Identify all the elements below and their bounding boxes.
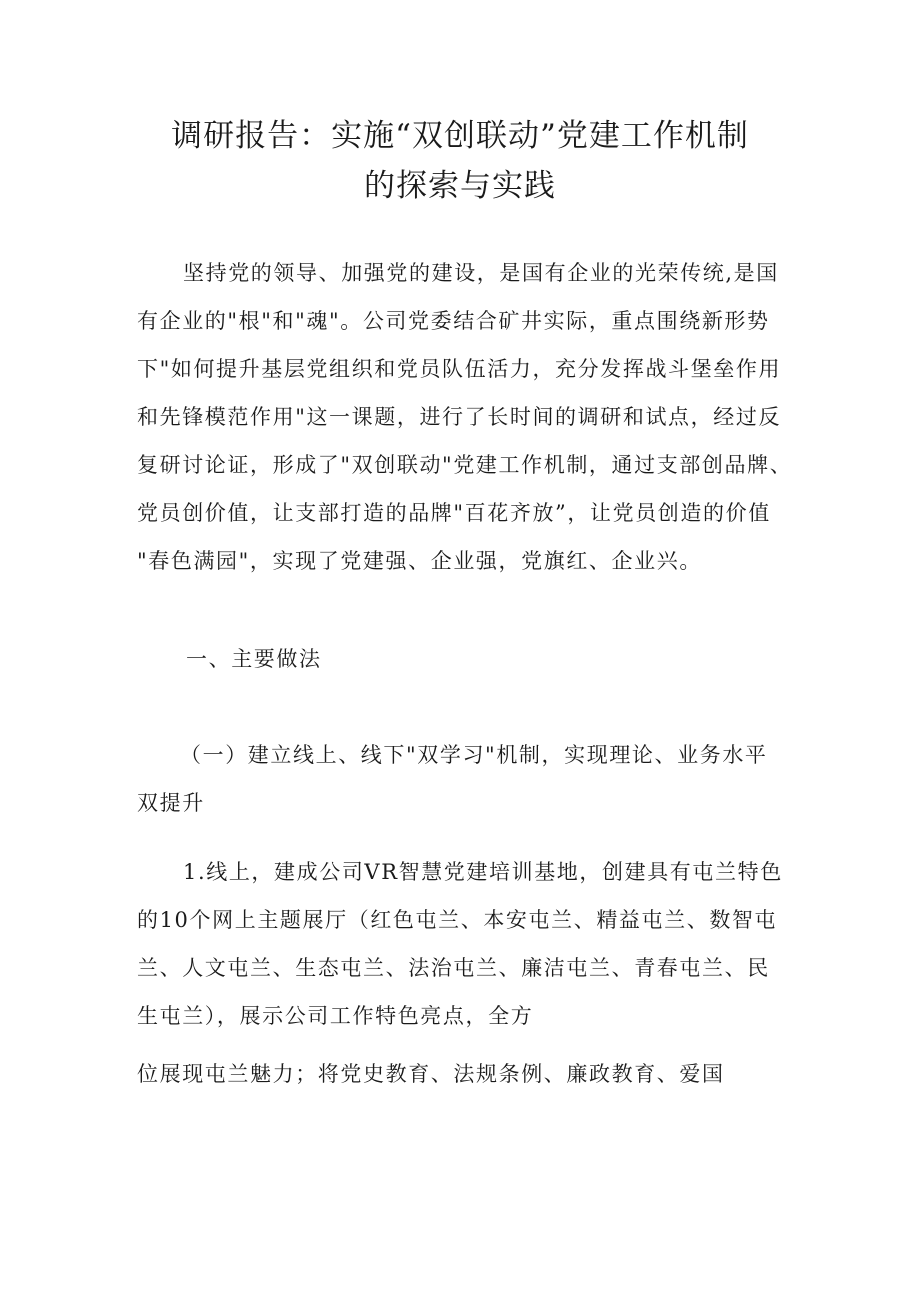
list-item-line: 生屯兰），展示公司工作特色亮点，全方 [137,1004,534,1028]
subsection-heading-line: 双提升 [137,791,205,815]
document-title-line-2: 的探索与实践 [364,168,556,204]
paragraph-line: 下"如何提升基层党组织和党员队伍活力，充分发挥战斗堡垒作用 [137,357,782,381]
subsection-heading-line: （一）建立线上、线下"双学习"机制，实现理论、业务水平 [180,743,768,767]
list-item-line: 的10个网上主题展厅（红色屯兰、本安屯兰、精益屯兰、数智屯 [137,908,778,932]
paragraph-line: 坚持党的领导、加强党的建设，是国有企业的光荣传统,是国 [183,261,779,285]
section-heading: 一、主要做法 [186,647,322,671]
list-item-line: 位展现屯兰魅力；将党史教育、法规条例、廉政教育、爱国 [137,1062,725,1086]
paragraph-line: "春色满园"，实现了党建强、企业强，党旗红、企业兴。 [137,549,702,573]
paragraph-line: 党员创价值，让支部打造的品牌"百花齐放”，让党员创造的价值 [137,501,771,525]
paragraph-line: 和先锋模范作用"这一课题，进行了长时间的调研和试点，经过反 [137,405,782,429]
paragraph-line: 有企业的"根"和"魂"。公司党委结合矿井实际，重点围绕新形势 [137,309,770,333]
list-item-line: 1.线上，建成公司VR智慧党建培训基地，创建具有屯兰特色 [183,860,783,884]
document-title-line-1: 调研报告：实施“双创联动”党建工作机制 [171,118,749,154]
paragraph-line: 复研讨论证，形成了"双创联动"党建工作机制，通过支部创品牌、 [137,453,793,477]
list-item-line: 兰、人文屯兰、生态屯兰、法治屯兰、廉洁屯兰、青春屯兰、民 [137,956,770,980]
